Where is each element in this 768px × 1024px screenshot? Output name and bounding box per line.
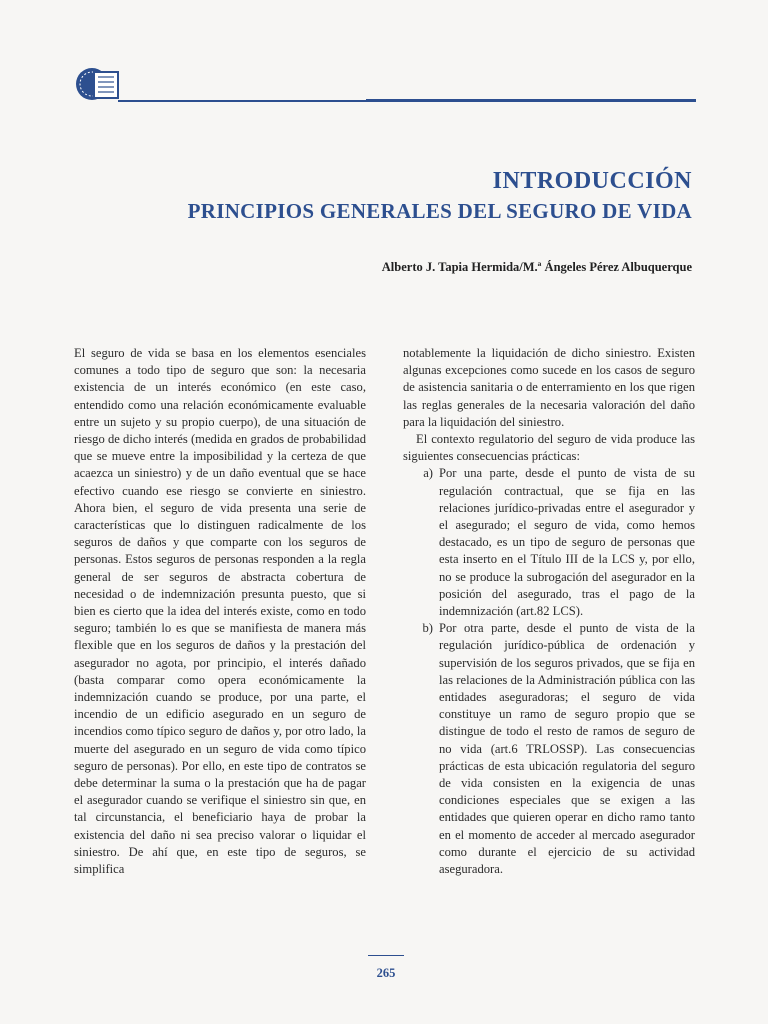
title-block bbox=[188, 166, 692, 226]
body-paragraph-continuation: notablemente la liquidación de dicho siniestro. Existen algunas excepciones como sucede en los casos de seguro de asistencia sanitaria o de enterramiento en los que rigen las reglas generales de la necesaria valoración del daño para la liquidación del siniestro. bbox=[403, 346, 695, 429]
list-item-text: Por una parte, desde el punto de vista de su regulación contractual, que se fija en las relaciones jurídico-privadas entre el asegurador y el asegurado; el seguro de vida, como hemos destacado, es un tipo de seguro de personas que esta inserto en el Título III de la LCS y, por ello, no se produce la subrogación del asegurador en la posición del asegurado, tras el pago de la indemnización (art.82 LCS). bbox=[439, 466, 695, 619]
page-number: 265 bbox=[376, 966, 396, 980]
list-item-text: Por otra parte, desde el punto de vista de la regulación jurídico-pública de ordenación y supervisión de los seguros privados, que se fija en las relaciones de la Administración pública con las entidades aseguradoras; el seguro de vida constituye un ramo de seguro propio que se distingue de todo el resto de ramos de seguro de no vida (art.6 TRLOSSP). Las consecuencias prácticas de esta ubicación regulatoria del seguro de vida consisten en la exigencia de unas condiciones especiales que se exigen a las entidades que quieren operar en dicho ramo tanto en el momento de acceder al mercado asegurador como durante el ejercicio de su actividad aseguradora. bbox=[439, 621, 695, 877]
list-item bbox=[403, 465, 695, 620]
header-rule-accent bbox=[366, 99, 696, 102]
footer-rule bbox=[368, 955, 404, 956]
chapter-title: INTRODUCCIÓN bbox=[492, 168, 692, 194]
body-paragraph: El seguro de vida se basa en los elementos esenciales comunes a todo tipo de seguro que son: la necesaria existencia de un interés económico (en este caso, entendido como una relación económicamente evaluable entre un sujeto y su propio cuerpo), de una situación de riesgo de dicho interés (medida en grados de probabilidad que se mueve entre la imposibilidad y la certeza de que acaezca un siniestro) y de un daño eventual que se hace efectivo cuando ese riesgo se convierte en siniestro. Ahora bien, el seguro de vida presenta una serie de características que lo distinguen radicalmente de los seguros de daños y que comparte con los seguros de personas. Estos seguros de personas responden a la regla general de ser seguros de abstracta cobertura de necesidad o de indemnización presunta puesto, que si bien es cierto que la idea del interés existe, como en todo seguro; también lo es que se manifiesta de manera más flexible que en los seguros de daños y la prestación del asegurador no agota, por principio, el interés dañado (basta comparar como opera económicamente la indemnización cuando se produce, por una parte, el incendio de un edificio asegurado en un seguro de incendios como típico seguro de daños y, por otro lado, la muerte del asegurado en un seguro de vida como típico seguro de personas). Por ello, en este tipo de contratos se debe determinar la suma o la prestación que ha de pagar el asegurador cuando se verifique el siniestro sin que, en tal circunstancia, el beneficiario haya de probar la existencia del daño ni sea preciso valorar o liquidar el siniestro. De ahí que, en este tipo de seguros, se simplifica bbox=[74, 346, 366, 877]
list-item-label: b) bbox=[422, 621, 433, 636]
left-column bbox=[74, 345, 366, 878]
authors-line: Alberto J. Tapia Hermida/M.ª Ángeles Pérez Albuquerque bbox=[381, 260, 692, 274]
book-globe-icon bbox=[74, 64, 120, 104]
right-column bbox=[403, 345, 695, 878]
body-paragraph-intro: El contexto regulatorio del seguro de vida produce las siguientes consecuencias prácticas: bbox=[403, 432, 695, 464]
list-item-label: a) bbox=[423, 466, 433, 481]
list-item bbox=[403, 620, 695, 878]
chapter-subtitle: PRINCIPIOS GENERALES DEL SEGURO DE VIDA bbox=[187, 199, 692, 223]
